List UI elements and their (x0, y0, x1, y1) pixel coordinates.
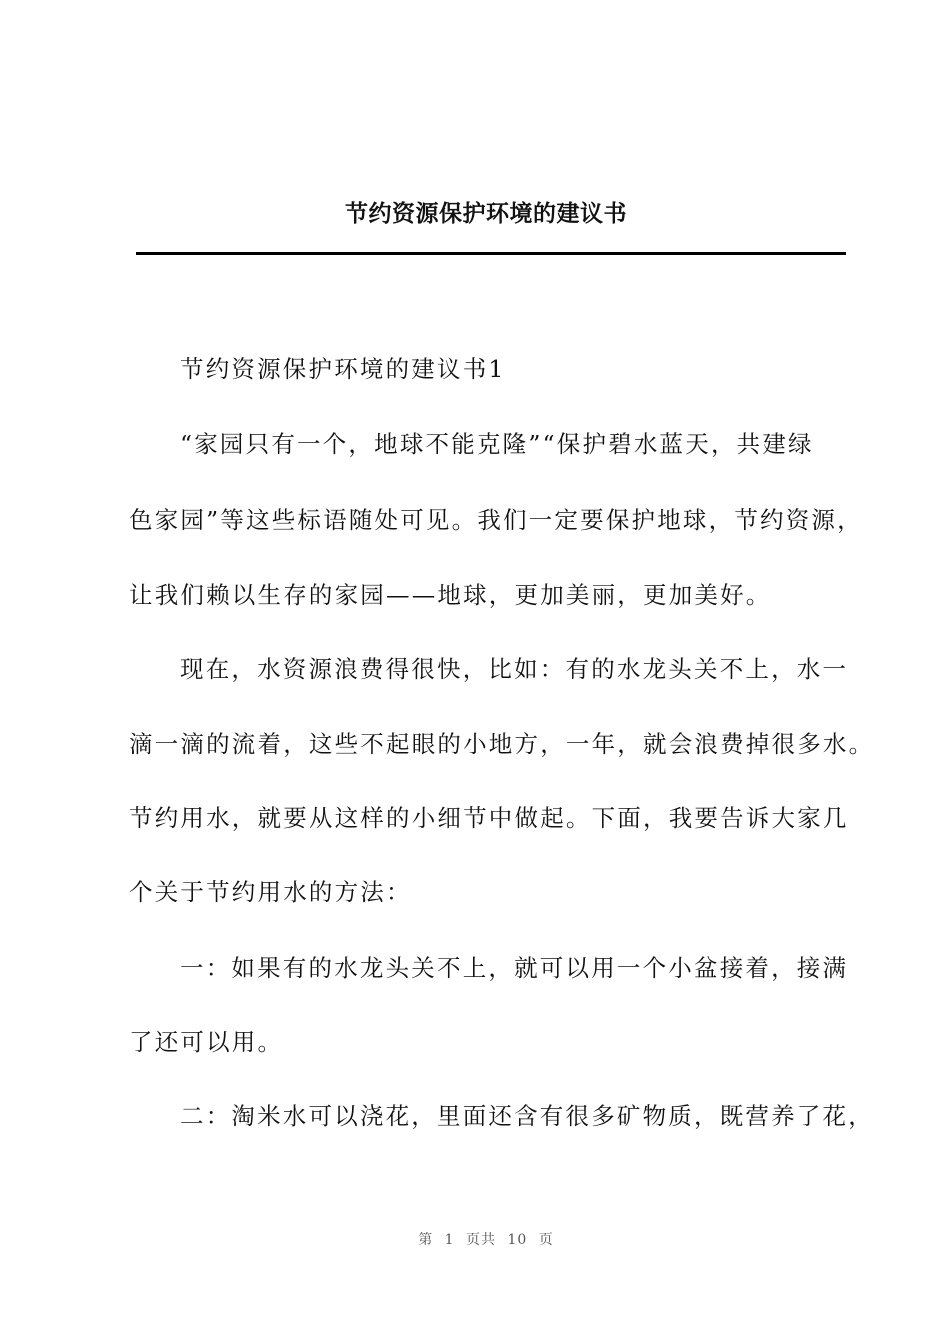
paragraph-line: 了还可以用。 (129, 1028, 284, 1056)
paragraph-line: 一：如果有的水龙头关不上，就可以用一个小盆接着，接满 (180, 954, 849, 982)
paragraph-line: 个关于节约用水的方法： (129, 878, 412, 906)
page-number-footer: 第 1 页共 10 页 (418, 1232, 554, 1248)
title-underline (136, 252, 846, 255)
paragraph-line: 二：淘米水可以浇花，里面还含有很多矿物质，既营养了花， (180, 1102, 874, 1130)
paragraph-line: “家园只有一个，地球不能克隆”“保护碧水蓝天，共建绿 (180, 430, 814, 458)
document-title: 节约资源保护环境的建议书 (345, 200, 627, 227)
paragraph-line: 节约用水，就要从这样的小细节中做起。下面，我要告诉大家几 (129, 804, 849, 832)
paragraph-line: 让我们赖以生存的家园——地球，更加美丽，更加美好。 (129, 581, 772, 609)
paragraph-line: 色家园”等这些标语随处可见。我们一定要保护地球，节约资源， (129, 506, 863, 534)
section-heading: 节约资源保护环境的建议书1 (180, 355, 506, 383)
paragraph-line: 现在，水资源浪费得很快，比如：有的水龙头关不上，水一 (180, 655, 849, 683)
paragraph-line: 滴一滴的流着，这些不起眼的小地方，一年，就会浪费掉很多水。 (129, 730, 875, 758)
